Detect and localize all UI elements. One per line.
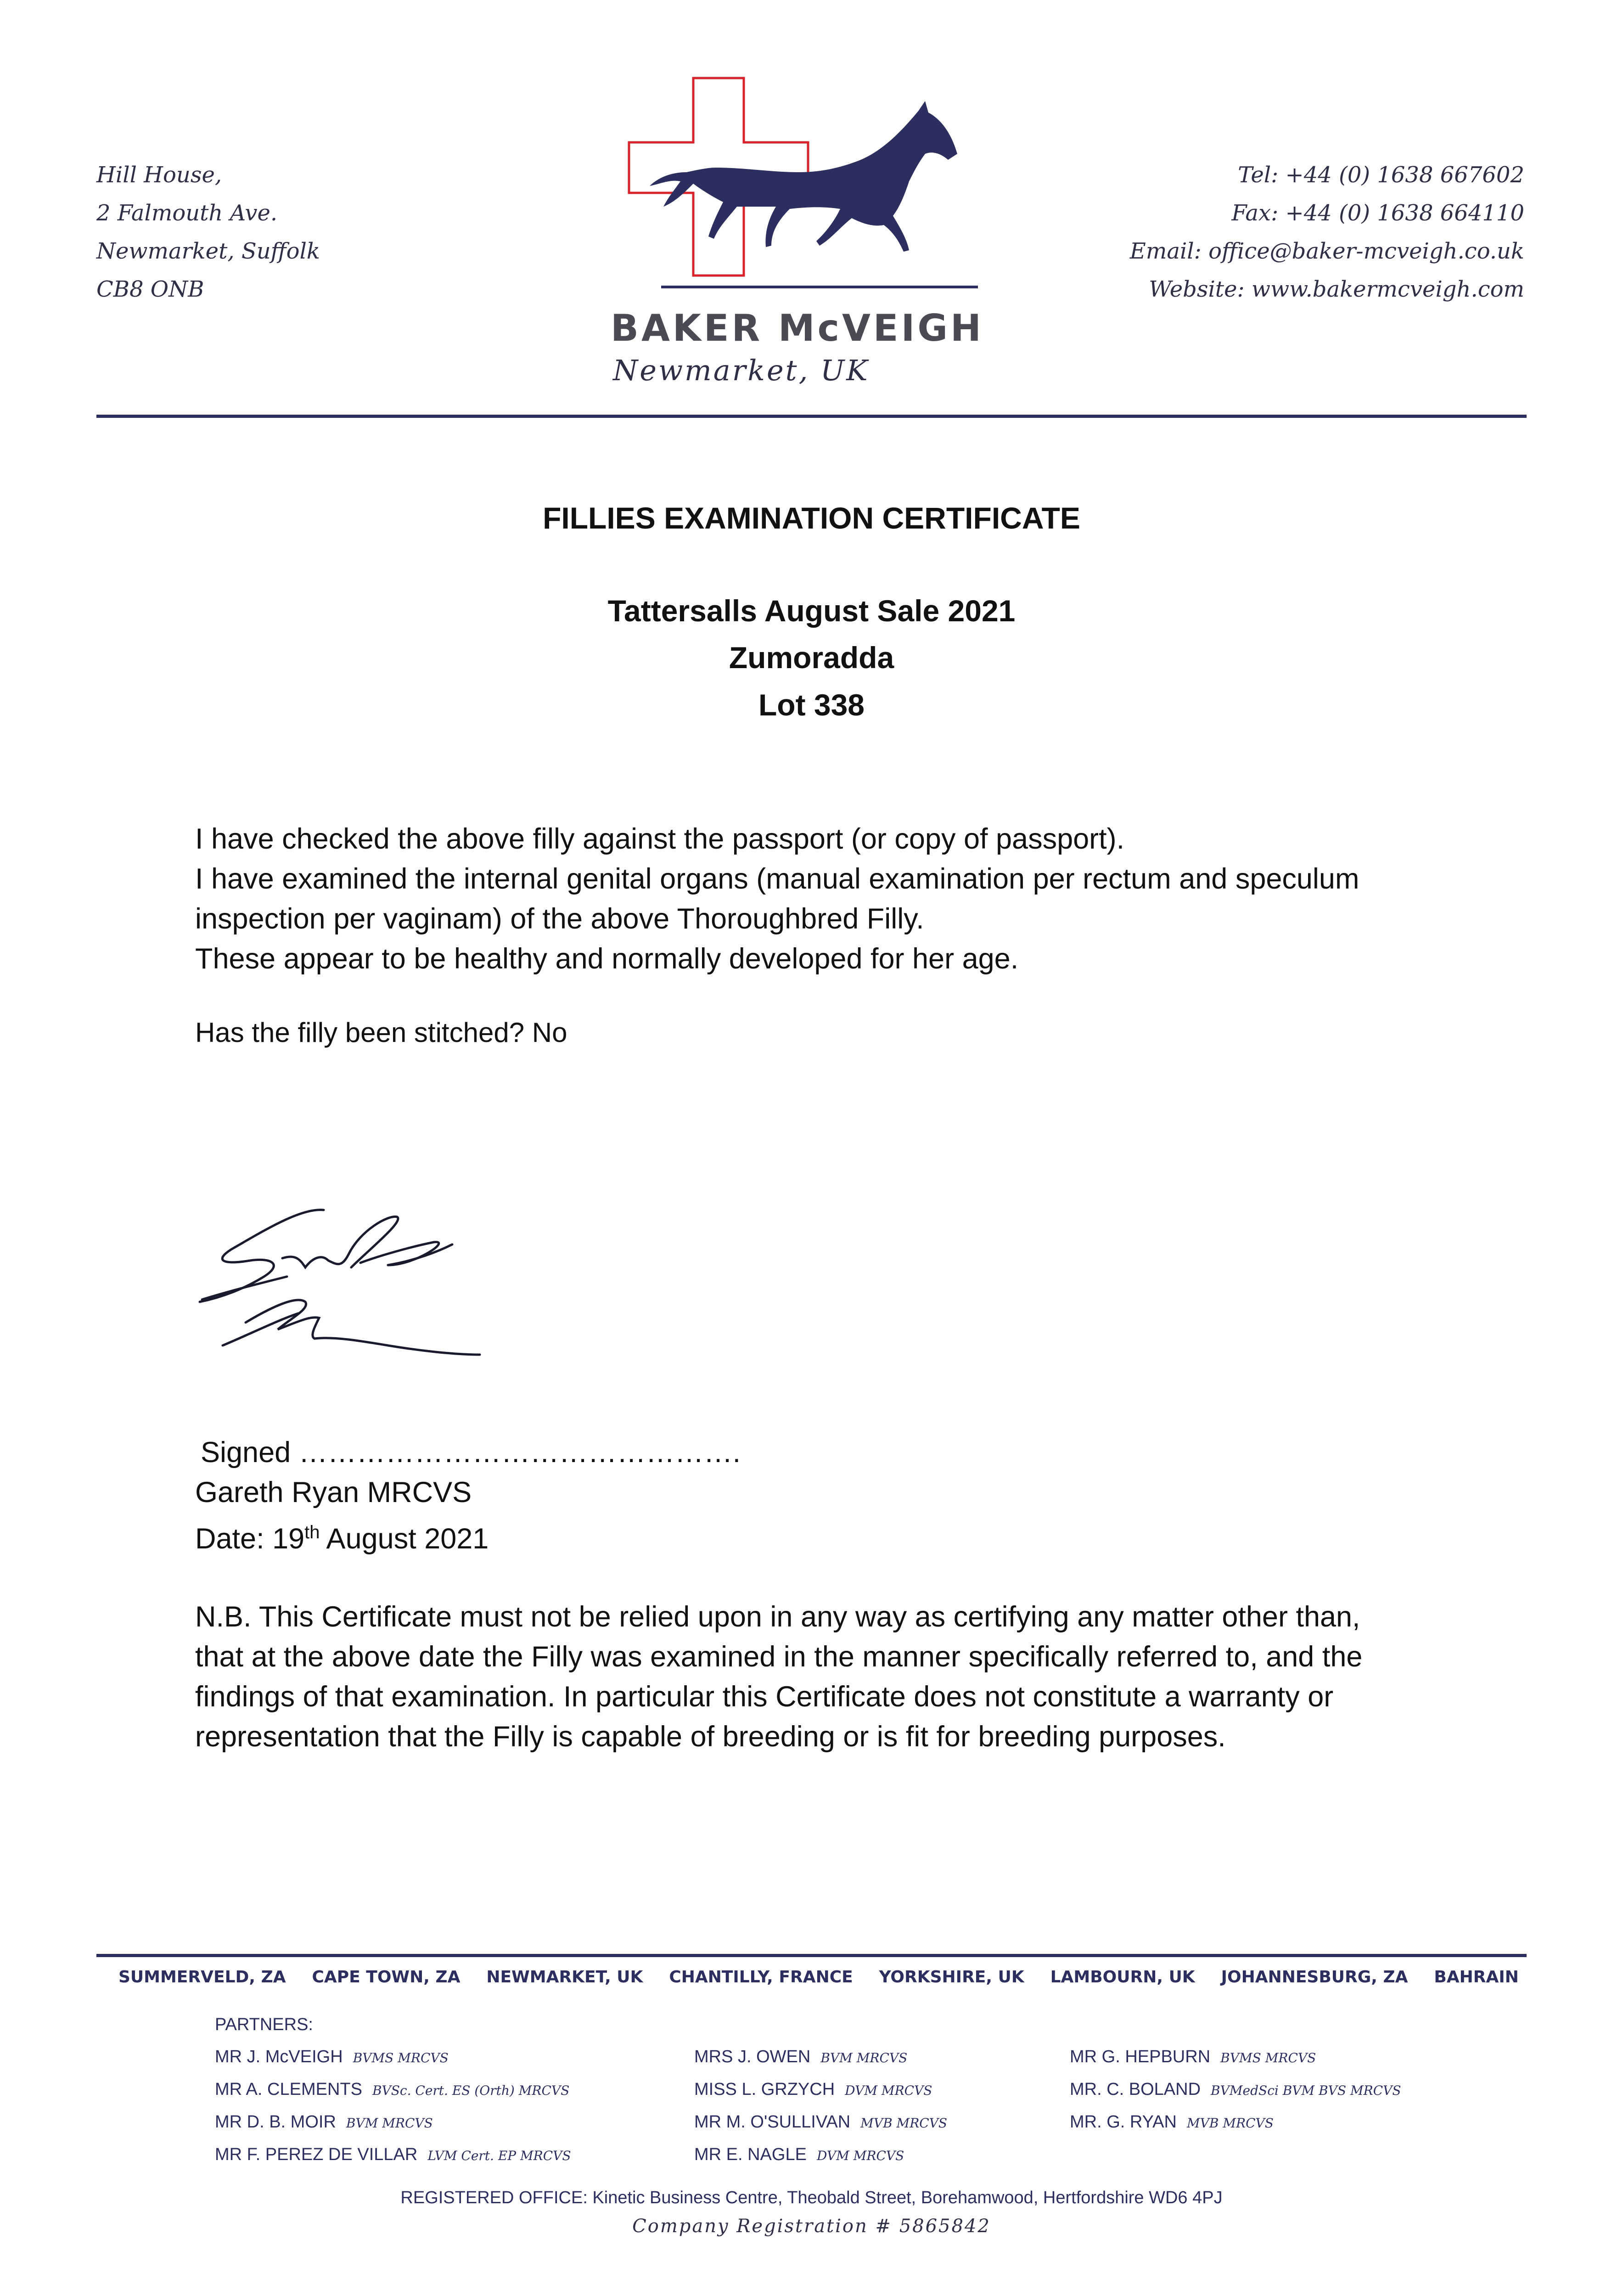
email-link[interactable]: Email: office@baker-mcveigh.co.uk xyxy=(1129,238,1524,264)
signature-image xyxy=(195,1203,562,1378)
certificate-title: FILLIES EXAMINATION CERTIFICATE xyxy=(543,501,1080,535)
partner-entry: MR E. NAGLE DVM MRCVS xyxy=(694,2145,904,2164)
horse-name: Zumoradda xyxy=(729,641,894,675)
address-block xyxy=(96,156,320,309)
address-line: Newmarket, Suffolk xyxy=(96,238,320,264)
disclaimer-line: that at the above date the Filly was examined in the manner specifically referred to, and the xyxy=(195,1641,1363,1673)
address-line: 2 Falmouth Ave. xyxy=(96,200,278,226)
location-item: CHANTILLY, FRANCE xyxy=(669,1968,853,1986)
location-item: JOHANNESBURG, ZA xyxy=(1221,1968,1408,1986)
address-line: Hill House, xyxy=(96,162,222,188)
paragraph-line: I have checked the above filly against the passport (or copy of passport). xyxy=(195,823,1125,855)
date-suffix: August 2021 xyxy=(320,1523,489,1555)
partners-column-1 xyxy=(215,2041,571,2172)
location-item: YORKSHIRE, UK xyxy=(879,1968,1024,1986)
brand-name: BAKER McVEIGH xyxy=(611,307,984,349)
location-item: SUMMERVELD, ZA xyxy=(118,1968,286,1986)
brand-location: Newmarket, UK xyxy=(613,354,870,387)
company-registration: Company Registration # 5865842 xyxy=(632,2216,991,2237)
partner-entry: MR F. PEREZ DE VILLAR LVM Cert. EP MRCVS xyxy=(215,2145,571,2164)
date-prefix: Date: 19 xyxy=(195,1523,305,1555)
disclaimer-line: findings of that examination. In particular this Certificate does not constitute a warranty or xyxy=(195,1681,1334,1713)
date-ordinal: th xyxy=(304,1522,320,1542)
partner-entry: MISS L. GRZYCH DVM MRCVS xyxy=(694,2080,932,2099)
partner-entry: MR G. HEPBURN BVMS MRCVS xyxy=(1070,2047,1316,2066)
disclaimer-line: representation that the Filly is capable of breeding or is fit for breeding purposes. xyxy=(195,1721,1226,1753)
paragraph-line: I have examined the internal genital organs (manual examination per rectum and speculum xyxy=(195,863,1359,895)
disclaimer-line: N.B. This Certificate must not be relied upon in any way as certifying any matter other than, xyxy=(195,1601,1360,1633)
office-locations xyxy=(118,1968,1519,1986)
partner-entry: MR M. O'SULLIVAN MVB MRCVS xyxy=(694,2112,948,2132)
certificate-date xyxy=(195,1513,741,1559)
horse-icon xyxy=(650,101,957,252)
address-line: CB8 ONB xyxy=(96,276,204,302)
partners-column-2 xyxy=(694,2041,947,2172)
location-item: CAPE TOWN, ZA xyxy=(312,1968,461,1986)
location-item: LAMBOURN, UK xyxy=(1050,1968,1195,1986)
registered-office: REGISTERED OFFICE: Kinetic Business Centre, Theobald Street, Borehamwood, Hertfordshire WD6 4PJ xyxy=(400,2188,1223,2207)
partner-entry: MR D. B. MOIR BVM MRCVS xyxy=(215,2112,433,2132)
partner-entry: MR. G. RYAN MVB MRCVS xyxy=(1070,2112,1274,2132)
examination-paragraph xyxy=(195,819,1444,979)
partner-entry: MRS J. OWEN BVM MRCVS xyxy=(694,2047,908,2066)
paragraph-line: These appear to be healthy and normally developed for her age. xyxy=(195,943,1019,975)
footer-divider xyxy=(96,1954,1527,1957)
partners-column-3 xyxy=(1070,2041,1401,2139)
telephone: Tel: +44 (0) 1638 667602 xyxy=(1238,162,1524,188)
header-divider xyxy=(96,415,1527,418)
location-item: NEWMARKET, UK xyxy=(486,1968,643,1986)
partner-entry: MR. C. BOLAND BVMedSci BVM BVS MRCVS xyxy=(1070,2080,1401,2099)
partner-entry: MR J. McVEIGH BVMS MRCVS xyxy=(215,2047,449,2066)
contact-block xyxy=(1130,156,1524,309)
sale-name: Tattersalls August Sale 2021 xyxy=(607,594,1016,628)
partners-heading: PARTNERS: xyxy=(215,2015,313,2034)
fax: Fax: +44 (0) 1638 664110 xyxy=(1231,200,1524,226)
signature-block xyxy=(195,1433,741,1559)
signatory-name: Gareth Ryan MRCVS xyxy=(195,1476,472,1508)
paragraph-line: inspection per vaginam) of the above Thoroughbred Filly. xyxy=(195,903,924,935)
partner-entry: MR A. CLEMENTS BVSc. Cert. ES (Orth) MRCVS xyxy=(215,2080,570,2099)
stitched-question: Has the filly been stitched? No xyxy=(195,1017,567,1048)
disclaimer-paragraph xyxy=(195,1597,1449,1757)
lot-number: Lot 338 xyxy=(758,688,865,722)
website-link[interactable]: Website: www.bakermcveigh.com xyxy=(1149,276,1524,302)
signed-line: Signed ………………………………………. xyxy=(201,1436,741,1469)
location-item: BAHRAIN xyxy=(1434,1968,1519,1986)
